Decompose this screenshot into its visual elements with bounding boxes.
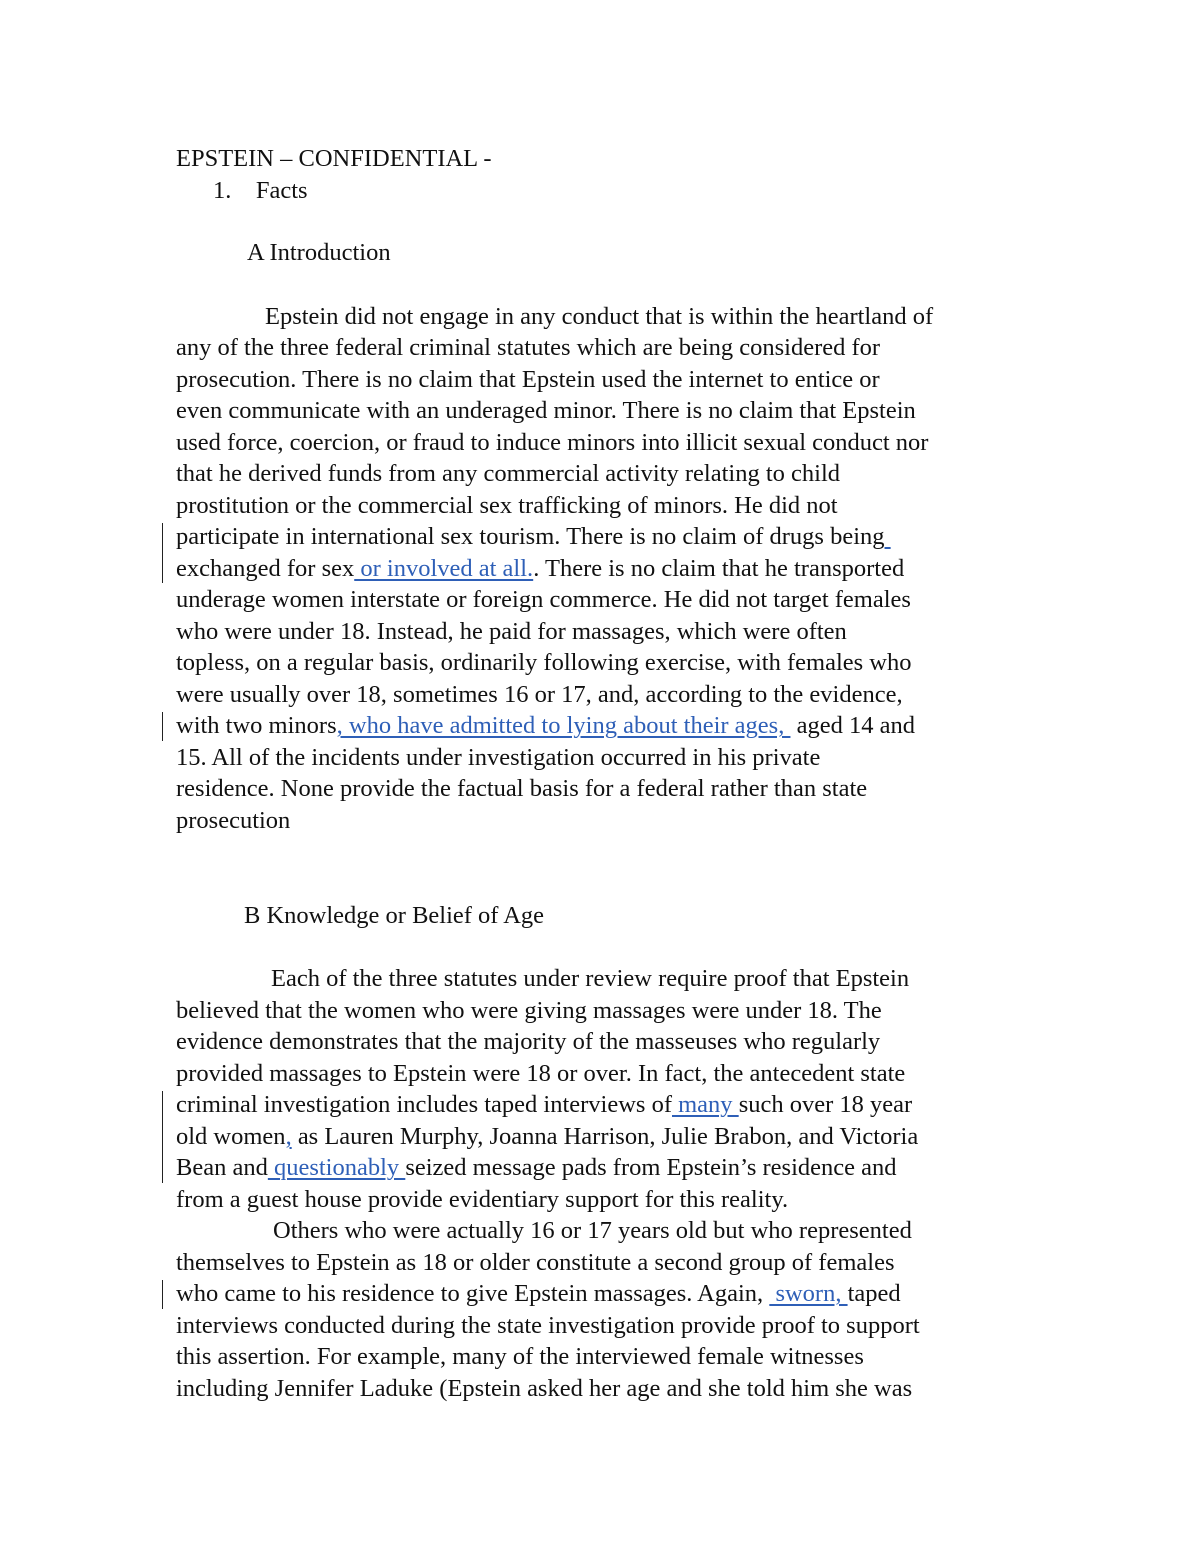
paragraph-line: interviews conducted during the state investigation provide proof to support	[176, 1312, 920, 1339]
paragraph-line: were usually over 18, sometimes 16 or 17, and, according to the evidence,	[176, 681, 903, 708]
paragraph-text: participate in international sex tourism. There is no claim of drugs being	[176, 523, 885, 550]
paragraph-line: who were under 18. Instead, he paid for massages, which were often	[176, 618, 847, 645]
paragraph-line: topless, on a regular basis, ordinarily following exercise, with females who	[176, 649, 912, 676]
paragraph-line	[176, 553, 904, 585]
paragraph-line: this assertion. For example, many of the interviewed female witnesses	[176, 1343, 864, 1370]
paragraph-text: Bean and	[176, 1154, 268, 1181]
paragraph-text: who came to his residence to give Epstein massages. Again,	[176, 1280, 764, 1307]
paragraph-text: criminal investigation includes taped interviews of	[176, 1091, 672, 1118]
paragraph-line: any of the three federal criminal statutes which are being considered for	[176, 334, 881, 361]
paragraph-text: taped	[847, 1280, 901, 1307]
paragraph-line	[176, 1152, 897, 1184]
paragraph-line: prostitution or the commercial sex trafficking of minors. He did not	[176, 492, 838, 519]
section-1-number: 1.	[213, 177, 232, 204]
tracked-insertion: many	[672, 1091, 739, 1118]
paragraph-text: . There is no claim that he transported	[533, 555, 905, 582]
tracked-insertion	[885, 523, 891, 550]
paragraph-line: evidence demonstrates that the majority of the masseuses who regularly	[176, 1028, 881, 1055]
paragraph-line: Each of the three statutes under review require proof that Epstein	[271, 965, 910, 992]
paragraph-line: from a guest house provide evidentiary support for this reality.	[176, 1186, 789, 1213]
paragraph-line	[176, 1121, 918, 1153]
paragraph-text: seized message pads from Epstein’s residence and	[405, 1154, 897, 1181]
tracked-insertion: or involved at all.	[354, 555, 534, 582]
paragraph-line: themselves to Epstein as 18 or older constitute a second group of females	[176, 1249, 895, 1276]
paragraph-line: 15. All of the incidents under investigation occurred in his private	[176, 744, 821, 771]
tracked-insertion: sworn,	[769, 1280, 848, 1307]
paragraph-line: believed that the women who were giving massages were under 18. The	[176, 997, 882, 1024]
tracked-insertion: ,	[285, 1123, 292, 1150]
change-bar	[162, 1280, 163, 1309]
paragraph-line: prosecution. There is no claim that Epstein used the internet to entice or	[176, 366, 880, 393]
paragraph-line: Epstein did not engage in any conduct that is within the heartland of	[265, 303, 934, 330]
change-bar	[162, 523, 163, 583]
paragraph-line: provided massages to Epstein were 18 or over. In fact, the antecedent state	[176, 1060, 906, 1087]
section-b-heading: B Knowledge or Belief of Age	[244, 902, 545, 929]
paragraph-text: with two minors	[176, 712, 337, 739]
change-bar	[162, 712, 163, 741]
paragraph-text: such over 18 year	[738, 1091, 913, 1118]
paragraph-text: as Lauren Murphy, Joanna Harrison, Julie Brabon, and Victoria	[291, 1123, 919, 1150]
section-1-title: Facts	[255, 177, 308, 204]
tracked-insertion: , who have admitted to lying about their ages,	[336, 712, 791, 739]
paragraph-line: even communicate with an underaged minor. There is no claim that Epstein	[176, 397, 916, 424]
section-a-heading: A Introduction	[247, 239, 391, 266]
paragraph-text: aged 14 and	[790, 712, 915, 739]
confidential-header: EPSTEIN – CONFIDENTIAL -	[176, 145, 492, 172]
paragraph-line: underage women interstate or foreign commerce. He did not target females	[176, 586, 911, 613]
paragraph-text: exchanged for sex	[176, 555, 355, 582]
paragraph-line	[176, 521, 891, 553]
paragraph-text: old women	[176, 1123, 286, 1150]
paragraph-line: prosecution	[176, 807, 291, 834]
paragraph-line: that he derived funds from any commercial activity relating to child	[176, 460, 841, 487]
tracked-insertion: questionably	[267, 1154, 406, 1181]
change-bar	[162, 1091, 163, 1183]
paragraph-line: residence. None provide the factual basis for a federal rather than state	[176, 775, 868, 802]
paragraph-line: used force, coercion, or fraud to induce minors into illicit sexual conduct nor	[176, 429, 929, 456]
paragraph-line	[176, 710, 915, 742]
paragraph-line	[176, 1278, 901, 1310]
paragraph-line: including Jennifer Laduke (Epstein asked her age and she told him she was	[176, 1375, 913, 1402]
section-1-heading	[213, 175, 308, 207]
paragraph-line: Others who were actually 16 or 17 years old but who represented	[273, 1217, 912, 1244]
paragraph-line	[176, 1089, 912, 1121]
